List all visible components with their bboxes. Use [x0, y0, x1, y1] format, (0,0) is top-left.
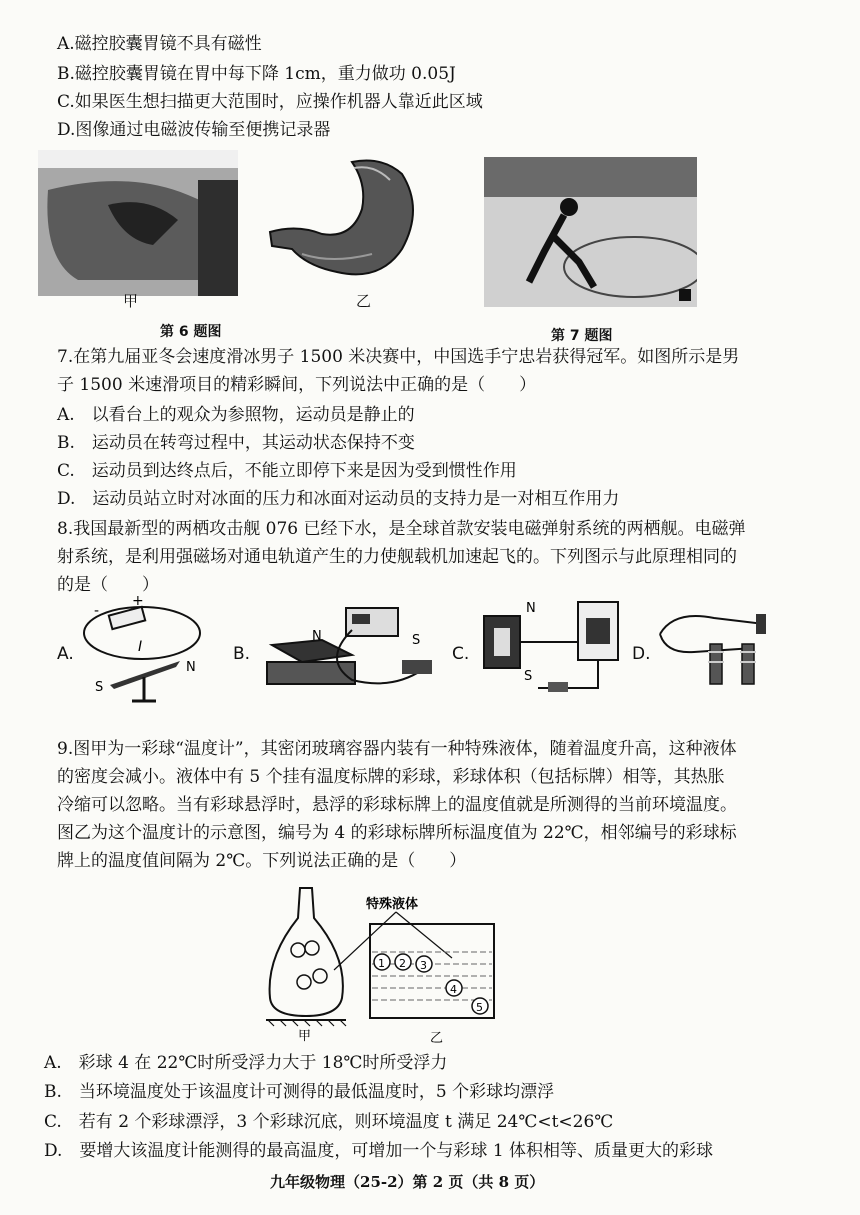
q8-label-d: D. [632, 644, 651, 664]
q9-stem-line2: 的密度会减小。液体中有 5 个挂有温度标牌的彩球，彩球体积（包括标牌）相等，其热胀 [57, 767, 725, 787]
fig7-caption: 第 7 题图 [551, 328, 613, 344]
svg-text:I: I [138, 639, 143, 655]
fig6-photo-jia [38, 150, 238, 296]
q8-fig-b-rail-magnet [262, 600, 442, 704]
q9-thermometer-figure [262, 878, 512, 1052]
q9-ball-1: 1 [378, 957, 385, 970]
q9-fig-liquid-label: 特殊液体 [366, 897, 419, 912]
q9-stem-line5: 牌上的温度值间隔为 2℃。下列说法正确的是（ ） [57, 851, 467, 871]
q9-ball-2: 2 [399, 957, 406, 970]
fig6-label-jia: 甲 [123, 292, 139, 310]
q7-option-c: C. 运动员到达终点后，不能立即停下来是因为受到惯性作用 [57, 461, 517, 481]
q8-label-a: A. [57, 644, 74, 664]
q6-option-c: C.如果医生想扫描更大范围时，应操作机器人靠近此区域 [57, 92, 483, 112]
svg-text:N: N [312, 629, 322, 644]
q7-option-a: A. 以看台上的观众为参照物，运动员是静止的 [57, 405, 415, 425]
q8-stem-line1: 8.我国最新型的两栖攻击舰 076 已经下水，是全球首款安装电磁弹射系统的两栖舰。电磁弹 [57, 519, 746, 539]
q8-fig-a-compass-coil [80, 595, 210, 709]
svg-text:N: N [186, 660, 196, 675]
q6-option-a: A.磁控胶囊胃镜不具有磁性 [57, 34, 262, 54]
q6-option-b: B.磁控胶囊胃镜在胃中每下降 1cm，重力做功 0.05J [57, 64, 456, 84]
q7-option-d: D. 运动员站立时对冰面的压力和冰面对运动员的支持力是一对相互作用力 [57, 489, 620, 509]
svg-text:S: S [95, 680, 104, 695]
q6-option-d: D.图像通过电磁波传输至便携记录器 [57, 120, 331, 140]
svg-text:-: - [94, 603, 100, 619]
svg-text:S: S [412, 633, 421, 648]
q7-option-b: B. 运动员在转弯过程中，其运动状态保持不变 [57, 433, 415, 453]
page-footer: 九年级物理（25-2）第 2 页（共 8 页） [270, 1173, 545, 1191]
q7-stem-line2: 子 1500 米速滑项目的精彩瞬间，下列说法中正确的是（ ） [57, 375, 537, 395]
fig6-label-yi: 乙 [356, 292, 372, 310]
q8-fig-d-electromagnets [654, 604, 774, 698]
svg-text:N: N [526, 601, 536, 616]
q9-option-d: D. 要增大该温度计能测得的最高温度，可增加一个与彩球 1 体积相等、质量更大的彩球 [44, 1141, 714, 1161]
q9-ball-5: 5 [476, 1001, 483, 1014]
q9-option-c: C. 若有 2 个彩球漂浮，3 个彩球沉底，则环境温度 t 满足 24℃<t<26℃ [44, 1112, 614, 1132]
q9-stem-line3: 冷缩可以忽略。当有彩球悬浮时，悬浮的彩球标牌上的温度值就是所测得的当前环境温度。 [57, 795, 737, 815]
q8-label-c: C. [452, 644, 470, 664]
fig6-caption: 第 6 题图 [160, 324, 222, 340]
q9-option-b: B. 当环境温度处于该温度计可测得的最低温度时，5 个彩球均漂浮 [44, 1082, 555, 1102]
q8-label-b: B. [233, 644, 251, 664]
q9-stem-line1: 9.图甲为一彩球“温度计”，其密闭玻璃容器内装有一种特殊液体，随着温度升高，这种液体 [57, 739, 737, 759]
fig7-photo-skater [484, 157, 697, 307]
q8-stem-line2: 射系统，是利用强磁场对通电轨道产生的力使舰载机加速起飞的。下列图示与此原理相同的 [57, 547, 737, 567]
q9-option-a: A. 彩球 4 在 22℃时所受浮力大于 18℃时所受浮力 [44, 1053, 448, 1073]
q7-stem-line1: 7.在第九届亚冬会速度滑冰男子 1500 米决赛中，中国选手宁忠岩获得冠军。如图所示是男 [57, 347, 740, 367]
q8-stem-line3: 的是（ ） [57, 575, 159, 595]
q9-fig-label-yi: 乙 [430, 1031, 444, 1046]
fig6-stomach-drawing [262, 154, 432, 298]
svg-text:S: S [524, 669, 533, 684]
q8-fig-c-magnet-galvanometer [478, 598, 628, 712]
q9-ball-4: 4 [450, 983, 457, 996]
svg-text:+: + [132, 595, 144, 609]
q9-ball-3: 3 [420, 959, 427, 972]
q9-stem-line4: 图乙为这个温度计的示意图，编号为 4 的彩球标牌所标温度值为 22℃，相邻编号的彩球标 [57, 823, 737, 843]
q9-fig-label-jia: 甲 [298, 1029, 312, 1044]
